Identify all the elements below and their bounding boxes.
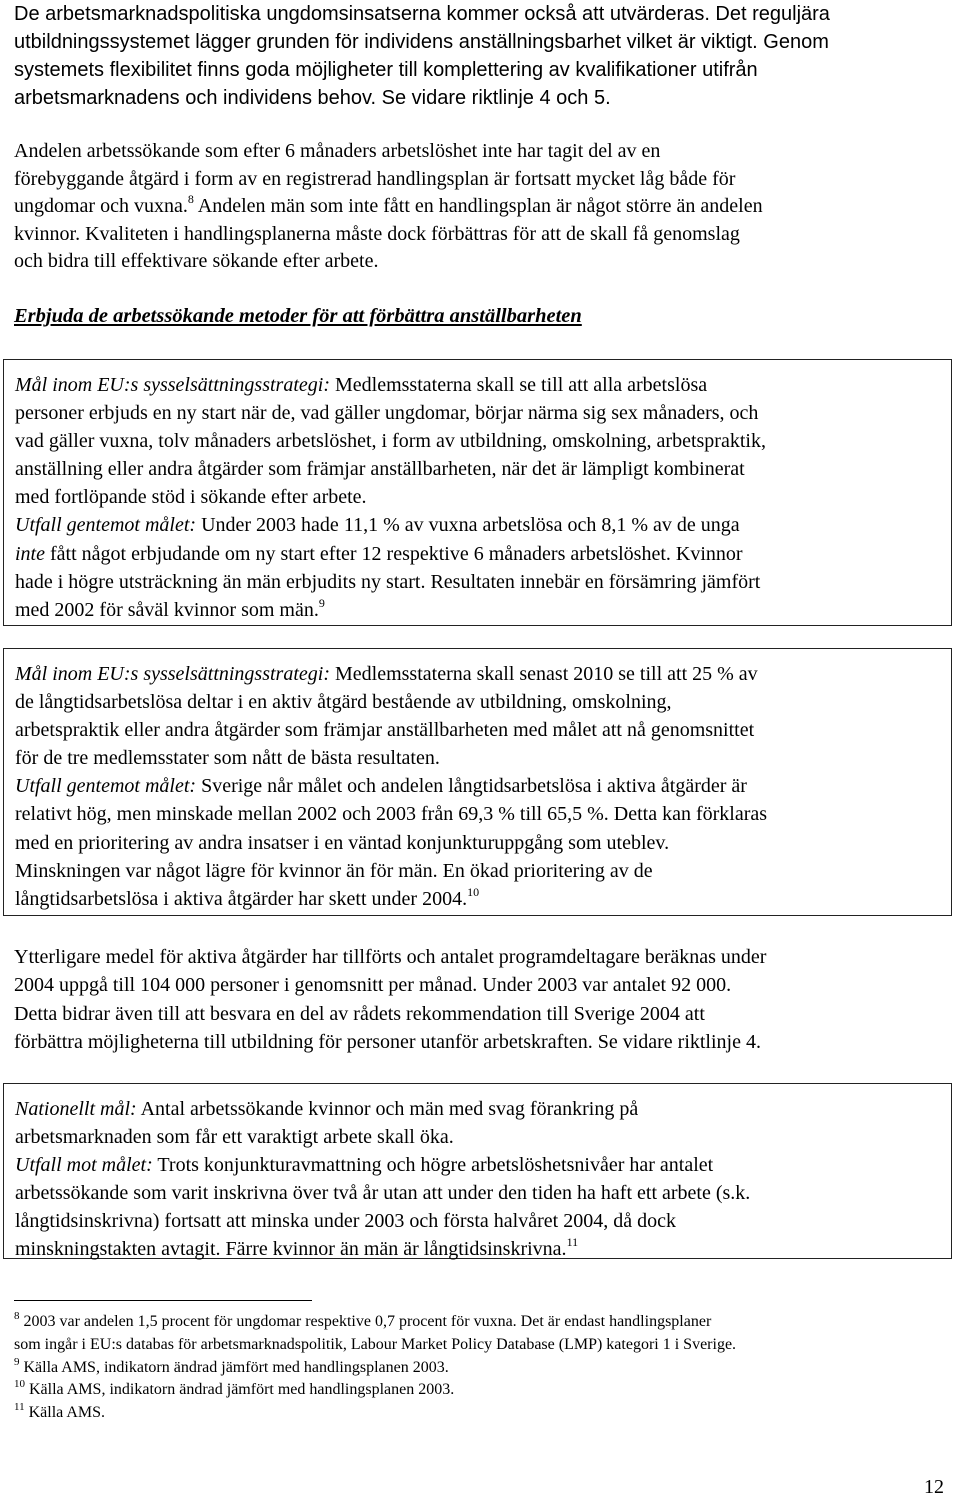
text-line: långtidsinskrivna) fortsatt att minska under 2003 och första halvåret 2004, då dock: [15, 1210, 676, 1233]
text-line: De arbetsmarknadspolitiska ungdomsinsatserna kommer också att utvärderas. Det reguljära: [14, 3, 830, 25]
footnote-8-cont: som ingår i EU:s databas för arbetsmarknadspolitik, Labour Market Policy Database (LMP) kategori 1 i Sverige.: [14, 1335, 737, 1353]
text-line: vad gäller vuxna, tolv månaders arbetslöshet, i form av utbildning, omskolning, arbetspraktik,: [15, 430, 766, 453]
footnote-11: [14, 1402, 949, 1425]
footnotes: [14, 1311, 949, 1425]
emphasis: inte: [15, 542, 45, 565]
footnote-number: 11: [14, 1401, 25, 1414]
page-number: 12: [924, 1476, 944, 1498]
text-line: [15, 660, 947, 688]
text-line: [15, 885, 947, 913]
goal-label: Mål inom EU:s sysselsättningsstrategi:: [15, 374, 330, 396]
footnote-number: 8: [14, 1310, 20, 1322]
text-segment: Medlemsstaterna skall se till att alla arbetslösa: [330, 374, 708, 396]
footnote-number: 9: [14, 1355, 20, 1368]
text-line: [15, 772, 947, 800]
goal-box-national: [3, 1083, 952, 1259]
text-segment: Under 2003 hade 11,1 % av vuxna arbetslösa och 8,1 % av de unga: [196, 514, 740, 537]
text-line: 2004 uppgå till 104 000 personer i genomsnitt per månad. Under 2003 var antalet 92 000.: [14, 974, 732, 997]
text-line: Ytterligare medel för aktiva åtgärder har tillförts och antalet programdeltagare beräknas under: [14, 946, 767, 968]
text-line: med fortlöpande stöd i sökande efter arbete.: [15, 486, 367, 509]
text-line: [15, 371, 947, 399]
text-line: [15, 1095, 947, 1123]
footnote-ref: 9: [318, 595, 325, 610]
text-segment: långtidsarbetslösa i aktiva åtgärder har skett under 2004.: [15, 887, 468, 910]
text-segment: Sverige når målet och andelen långtidsarbetslösa i aktiva åtgärder är: [196, 775, 747, 798]
text-line: kvinnor. Kvaliteten i handlingsplanerna måste dock förbättras för att de skall få genomslag: [14, 222, 740, 245]
text-segment: Andelen män som inte fått en handlingsplan är något större än andelen: [193, 195, 763, 217]
text-line: Detta bidrar även till att besvara en del av rådets rekommendation till Sverige 2004 att: [14, 1002, 705, 1025]
text-segment: Trots konjunkturavmattning och högre arbetslöshetsnivåer har antalet: [152, 1154, 714, 1177]
text-segment: med 2002 för såväl kvinnor som män.: [15, 598, 319, 621]
text-segment: Medlemsstaterna skall senast 2010 se till att 25 % av: [330, 663, 758, 685]
text-line: och bidra till effektivare sökande efter arbete.: [14, 250, 379, 272]
handlingsplan-paragraph: [14, 138, 946, 276]
footnote-text: Källa AMS.: [24, 1404, 106, 1422]
intro-paragraph: [14, 0, 946, 112]
text-line: utbildningssystemet lägger grunden för individens anställningsbarhet vilket är viktigt. Genom: [14, 31, 829, 53]
goal-label: Nationellt mål:: [15, 1098, 137, 1120]
text-line: Minskningen var något lägre för kvinnor än för män. En ökad prioritering av de: [15, 859, 653, 882]
text-line: [15, 511, 947, 539]
outcome-label: Utfall mot målet:: [15, 1154, 153, 1177]
footnote-ref: 11: [566, 1235, 579, 1250]
text-line: arbetsmarknadens och individens behov. Se vidare riktlinje 4 och 5.: [14, 87, 611, 109]
text-line: [15, 1235, 947, 1263]
text-line: [15, 596, 947, 624]
text-line: systemets flexibilitet finns goda möjligheter till komplettering av kvalifikationer utifrån: [14, 59, 758, 81]
text-line: anställning eller andra åtgärder som främjar anställbarheten, när det är lämpligt kombinerat: [15, 458, 745, 481]
text-line: arbetsmarknaden som får ett varaktigt arbete skall öka.: [15, 1126, 454, 1149]
text-segment: Antal arbetssökande kvinnor och män med svag förankring på: [136, 1098, 639, 1120]
outcome-label: Utfall gentemot målet:: [15, 775, 197, 798]
footnote-separator: [14, 1300, 312, 1301]
footnote-text: Källa AMS, indikatorn ändrad jämfört med handlingsplanen 2003.: [19, 1358, 449, 1376]
section-heading: Erbjuda de arbetssökande metoder för att förbättra anställbarheten: [14, 305, 582, 327]
footnote-ref: 8: [187, 192, 194, 206]
text-line: arbetssökande som varit inskrivna över två år utan att under den tiden ha haft ett arbete (s.k.: [15, 1182, 751, 1205]
footnote-10: [14, 1379, 949, 1402]
outcome-label: Utfall gentemot målet:: [15, 514, 197, 537]
text-line: [15, 1151, 947, 1179]
text-line: för de tre medlemsstater som nått de bästa resultaten.: [15, 747, 440, 770]
text-line: arbetspraktik eller andra åtgärder som främjar anställbarheten med målet att nå genomsnittet: [15, 719, 755, 742]
text-line: [14, 193, 946, 221]
footnote-8: [14, 1311, 949, 1334]
text-line: [15, 540, 947, 568]
goal-label: Mål inom EU:s sysselsättningsstrategi:: [15, 663, 330, 685]
text-line: förebyggande åtgärd i form av en registrerad handlingsplan är fortsatt mycket låg både för: [14, 167, 736, 190]
text-segment: minskningstakten avtagit. Färre kvinnor än män är långtidsinskrivna.: [15, 1238, 567, 1261]
funding-paragraph: [14, 943, 946, 1056]
text-line: med en prioritering av andra insatser i en väntad konjunkturuppgång som uteblev.: [15, 831, 670, 854]
text-line: relativt hög, men minskade mellan 2002 och 2003 från 69,3 % till 65,5 %. Detta kan förklaras: [15, 803, 768, 826]
text-segment: ungdomar och vuxna.: [14, 195, 188, 217]
text-line: Andelen arbetssökande som efter 6 månaders arbetslöshet inte har tagit del av en: [14, 140, 661, 162]
footnote-number: 10: [14, 1378, 25, 1391]
text-line: hade i högre utsträckning än män erbjudits ny start. Resultaten innebär en försämring jämfört: [15, 570, 761, 593]
footnote-text: 2003 var andelen 1,5 procent för ungdomar respektive 0,7 procent för vuxna. Det är endast handlingsplaner: [19, 1313, 712, 1330]
text-line: förbättra möjligheterna till utbildning för personer utanför arbetskraften. Se vidare riktlinje 4.: [14, 1030, 761, 1053]
goal-box-long-term-unemployed: [3, 648, 952, 916]
footnote-ref: 10: [467, 884, 480, 899]
footnote-9: [14, 1357, 949, 1380]
text-line: personer erbjuds en ny start när de, vad gäller ungdomar, börjar närma sig sex månaders, och: [15, 402, 759, 425]
text-segment: fått något erbjudande om ny start efter 12 respektive 6 månaders arbetslöshet. Kvinnor: [45, 542, 743, 565]
text-line: de långtidsarbetslösa deltar i en aktiv åtgärd bestående av utbildning, omskolning,: [15, 691, 672, 714]
goal-box-new-start: [3, 359, 952, 626]
footnote-text: Källa AMS, indikatorn ändrad jämfört med handlingsplanen 2003.: [25, 1381, 455, 1399]
